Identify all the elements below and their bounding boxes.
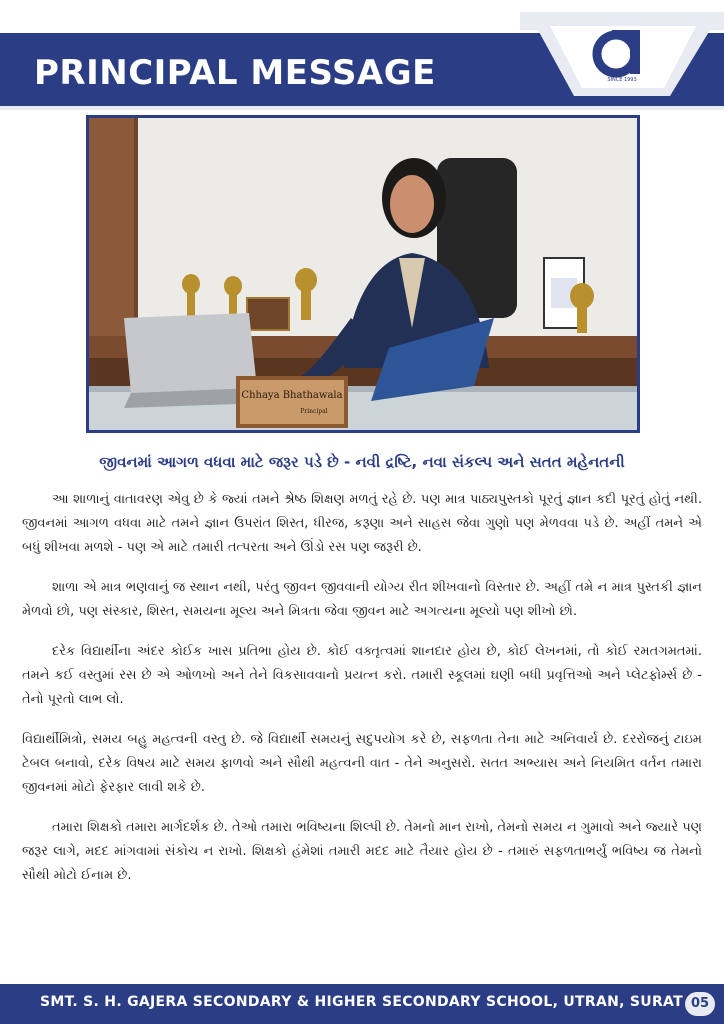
nameplate-role: Principal — [300, 408, 328, 415]
paragraph-1: આ શાળાનું વાતાવરણ એવુ છે કે જ્યાં તમને શ્રેષ્ઠ શિક્ષણ મળતું રહે છે. પણ માત્ર પાઠ્યપુસ્તકો પૂરતું જ્ઞાન કદી પૂરતું હોતું નથી. જીવનમાં આગળ વધવા માટે તમને જ્ઞાન ઉપરાંત શિસ્ત, ધીરજ, કરૂણા અને સાહસ જેવા ગુણો પણ મેળવવા પડે છે. અહીં તમને એ બધું શીખવા મળશે - પણ એ માટે તમારી તત્પરતા અને ઊંડો રસ પણ જરૂરી છે. — [22, 492, 702, 555]
principal-photo — [86, 115, 640, 433]
paragraph-2: શાળા એ માત્ર ભણવાનું જ સ્થાન નથી, પરંતુ જીવન જીવવાની યોગ્ય રીત શીખવાનો વિસ્તાર છે. અહીં તમે ન માત્ર પુસ્તકી જ્ઞાન મેળવો છો, પણ સંસ્કાર, શિસ્ત, સમયના મૂલ્ય અને મિત્રતા જેવા જીવન માટે અગત્યના મૂલ્યો પણ શીખો છો. — [22, 580, 702, 619]
message-subheading: જીવનમાં આગળ વધવા માટે જરૂર પડે છે - નવી દ્રષ્ટિ, નવા સંકલ્પ અને સતત મહેનતની — [99, 453, 625, 471]
paragraph-4: વિદ્યાર્થીમિત્રો, સમય બહુ મહત્વની વસ્તુ છે. જે વિદ્યાર્થી સમયનું સદુપયોગ કરે છે, સફળતા તેના માટે અનિવાર્ય છે. દરરોજનું ટાઇમ ટેબલ બનાવો, દરેક વિષય માટે સમય ફાળવો અને સૌથી મહત્વની વાત - તેને અનુસરો. સતત અભ્યાસ અને નિયમિત વર્તન તમારા જીવનમાં મોટો ફેરફાર લાવી શકે છે. — [22, 732, 702, 795]
message-body — [22, 488, 702, 904]
nameplate-name: Chhaya Bhathawala — [241, 390, 343, 401]
logo-caption: SINCE 1993 — [607, 77, 637, 83]
footer-school-name: SMT. S. H. GAJERA SECONDARY & HIGHER SECONDARY SCHOOL, UTRAN, SURAT — [40, 994, 683, 1010]
page-number-badge: 05 — [685, 992, 715, 1016]
paragraph-5: તમારા શિક્ષકો તમારા માર્ગદર્શક છે. તેઓ તમારા ભવિષ્યના શિલ્પી છે. તેમનો માન રાખો, તેમનો સમય ન ગુમાવો અને જ્યારે પણ જરૂર લાગે, મદદ માંગવામાં સંકોચ ન રાખો. શિક્ષકો હંમેશાં તમારી મદદ માટે તૈયાર હોય છે - તમારું સફળતાભર્યું ભવિષ્ય જ તેમનો સૌથી મોટો ઈનામ છે. — [22, 820, 702, 883]
paragraph-3: દરેક વિદ્યાર્થીના અંદર કોઈક ખાસ પ્રતિભા હોય છે. કોઈ વક્તૃત્વમાં શાનદાર હોય છે, કોઈ લેખનમાં, તો કોઈ રમતગમતમાં. તમને કઈ વસ્તુમાં રસ છે એ ઓળખો અને તેને વિકસાવવાનો પ્રયત્ન કરો. તમારી સ્કૂલમાં ઘણી બધી પ્રવૃત્તિઓ અને પ્લેટફોર્મ્સ છે - તેનો પૂરતો લાભ લો. — [22, 644, 702, 707]
school-logo — [520, 0, 724, 110]
page-title: PRINCIPAL MESSAGE — [34, 53, 436, 93]
